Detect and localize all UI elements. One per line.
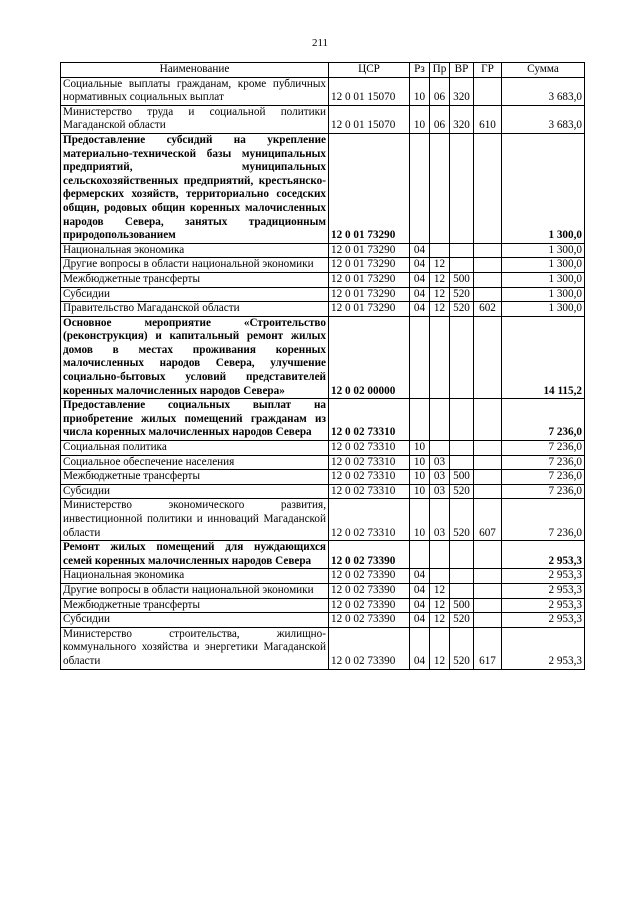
cell-sum: 7 236,0 bbox=[502, 455, 585, 470]
cell-sum: 7 236,0 bbox=[502, 470, 585, 485]
cell-sum: 2 953,3 bbox=[502, 613, 585, 628]
cell-sum: 1 300,0 bbox=[502, 302, 585, 317]
cell-gr bbox=[474, 484, 502, 499]
table-row bbox=[61, 583, 585, 598]
cell-rz: 10 bbox=[410, 77, 430, 105]
cell-sum: 2 953,3 bbox=[502, 583, 585, 598]
cell-name: Ремонт жилых помещений для нуждающихся семей коренных малочисленных народов Севера bbox=[61, 541, 329, 569]
cell-gr bbox=[474, 243, 502, 258]
cell-vr: 500 bbox=[450, 272, 474, 287]
header-csr: ЦСР bbox=[329, 63, 410, 78]
cell-vr: 520 bbox=[450, 499, 474, 541]
cell-sum: 7 236,0 bbox=[502, 441, 585, 456]
cell-sum: 14 115,2 bbox=[502, 316, 585, 399]
table-row bbox=[61, 399, 585, 441]
table-row bbox=[61, 613, 585, 628]
cell-csr: 12 0 02 73310 bbox=[329, 499, 410, 541]
cell-gr bbox=[474, 77, 502, 105]
cell-name: Министерство экономического развития, инвестиционной политики и инноваций Магаданской области bbox=[61, 499, 329, 541]
cell-gr bbox=[474, 613, 502, 628]
cell-sum: 3 683,0 bbox=[502, 105, 585, 133]
cell-rz: 04 bbox=[410, 302, 430, 317]
cell-csr: 12 0 02 73390 bbox=[329, 627, 410, 669]
cell-sum: 7 236,0 bbox=[502, 399, 585, 441]
table-row bbox=[61, 470, 585, 485]
cell-vr bbox=[450, 583, 474, 598]
cell-name: Министерство труда и социальной политики Магаданской области bbox=[61, 105, 329, 133]
cell-csr: 12 0 02 73390 bbox=[329, 598, 410, 613]
cell-gr bbox=[474, 583, 502, 598]
cell-gr bbox=[474, 399, 502, 441]
cell-rz: 04 bbox=[410, 583, 430, 598]
cell-gr bbox=[474, 598, 502, 613]
cell-gr: 607 bbox=[474, 499, 502, 541]
cell-pr bbox=[430, 399, 450, 441]
table-body bbox=[61, 77, 585, 669]
cell-rz bbox=[410, 133, 430, 243]
cell-vr: 520 bbox=[450, 627, 474, 669]
cell-gr bbox=[474, 441, 502, 456]
cell-rz: 04 bbox=[410, 287, 430, 302]
cell-name: Социальная политика bbox=[61, 441, 329, 456]
cell-vr: 320 bbox=[450, 105, 474, 133]
cell-pr: 12 bbox=[430, 613, 450, 628]
cell-rz: 04 bbox=[410, 627, 430, 669]
table-row bbox=[61, 627, 585, 669]
cell-rz bbox=[410, 541, 430, 569]
cell-pr bbox=[430, 541, 450, 569]
cell-csr: 12 0 02 73390 bbox=[329, 613, 410, 628]
table-row bbox=[61, 569, 585, 584]
table-row bbox=[61, 258, 585, 273]
cell-vr bbox=[450, 441, 474, 456]
cell-vr bbox=[450, 399, 474, 441]
cell-vr: 520 bbox=[450, 484, 474, 499]
cell-pr: 03 bbox=[430, 470, 450, 485]
cell-vr bbox=[450, 258, 474, 273]
cell-csr: 12 0 01 15070 bbox=[329, 105, 410, 133]
cell-pr bbox=[430, 316, 450, 399]
cell-rz: 04 bbox=[410, 613, 430, 628]
table-row bbox=[61, 455, 585, 470]
cell-name: Основное мероприятие «Строительство (реконструкция) и капитальный ремонт жилых домов в местах проживания коренных малочисленных народов Севера, улучшение социально-бытовых условий представителей коренных малочисленных народов Севера» bbox=[61, 316, 329, 399]
cell-csr: 12 0 01 73290 bbox=[329, 258, 410, 273]
header-name: Наименование bbox=[61, 63, 329, 78]
cell-csr: 12 0 02 73310 bbox=[329, 470, 410, 485]
cell-vr bbox=[450, 133, 474, 243]
cell-sum: 2 953,3 bbox=[502, 598, 585, 613]
cell-pr bbox=[430, 441, 450, 456]
cell-vr: 520 bbox=[450, 613, 474, 628]
header-vr: ВР bbox=[450, 63, 474, 78]
cell-sum: 1 300,0 bbox=[502, 243, 585, 258]
cell-name: Субсидии bbox=[61, 287, 329, 302]
cell-csr: 12 0 01 73290 bbox=[329, 133, 410, 243]
cell-pr: 12 bbox=[430, 627, 450, 669]
header-gr: ГР bbox=[474, 63, 502, 78]
table-row bbox=[61, 105, 585, 133]
cell-gr bbox=[474, 316, 502, 399]
cell-rz: 10 bbox=[410, 470, 430, 485]
cell-vr: 320 bbox=[450, 77, 474, 105]
cell-vr bbox=[450, 455, 474, 470]
cell-rz: 10 bbox=[410, 499, 430, 541]
cell-csr: 12 0 01 73290 bbox=[329, 302, 410, 317]
header-pr: Пр bbox=[430, 63, 450, 78]
table-row bbox=[61, 316, 585, 399]
cell-gr bbox=[474, 287, 502, 302]
cell-rz: 04 bbox=[410, 258, 430, 273]
table-row bbox=[61, 272, 585, 287]
cell-gr bbox=[474, 258, 502, 273]
cell-vr: 520 bbox=[450, 287, 474, 302]
cell-gr bbox=[474, 541, 502, 569]
cell-rz bbox=[410, 316, 430, 399]
cell-name: Социальные выплаты гражданам, кроме публичных нормативных социальных выплат bbox=[61, 77, 329, 105]
cell-gr: 617 bbox=[474, 627, 502, 669]
cell-sum: 1 300,0 bbox=[502, 287, 585, 302]
cell-name: Межбюджетные трансферты bbox=[61, 272, 329, 287]
cell-csr: 12 0 02 73310 bbox=[329, 399, 410, 441]
cell-sum: 1 300,0 bbox=[502, 133, 585, 243]
cell-pr: 03 bbox=[430, 499, 450, 541]
cell-vr: 500 bbox=[450, 470, 474, 485]
cell-pr bbox=[430, 133, 450, 243]
cell-rz: 04 bbox=[410, 598, 430, 613]
cell-csr: 12 0 01 73290 bbox=[329, 243, 410, 258]
cell-sum: 7 236,0 bbox=[502, 484, 585, 499]
cell-pr: 12 bbox=[430, 272, 450, 287]
cell-rz: 10 bbox=[410, 455, 430, 470]
table-row bbox=[61, 287, 585, 302]
cell-name: Национальная экономика bbox=[61, 569, 329, 584]
table-row bbox=[61, 484, 585, 499]
cell-rz: 04 bbox=[410, 569, 430, 584]
cell-csr: 12 0 02 73310 bbox=[329, 455, 410, 470]
cell-rz: 10 bbox=[410, 441, 430, 456]
cell-rz: 04 bbox=[410, 243, 430, 258]
cell-rz bbox=[410, 399, 430, 441]
cell-csr: 12 0 02 73390 bbox=[329, 569, 410, 584]
cell-pr: 12 bbox=[430, 598, 450, 613]
header-rz: Рз bbox=[410, 63, 430, 78]
cell-sum: 2 953,3 bbox=[502, 541, 585, 569]
cell-sum: 7 236,0 bbox=[502, 499, 585, 541]
cell-csr: 12 0 01 73290 bbox=[329, 272, 410, 287]
cell-pr: 03 bbox=[430, 484, 450, 499]
cell-sum: 3 683,0 bbox=[502, 77, 585, 105]
cell-name: Правительство Магаданской области bbox=[61, 302, 329, 317]
cell-pr bbox=[430, 569, 450, 584]
cell-name: Министерство строительства, жилищно-коммунального хозяйства и энергетики Магаданской области bbox=[61, 627, 329, 669]
cell-csr: 12 0 01 15070 bbox=[329, 77, 410, 105]
table-row bbox=[61, 441, 585, 456]
cell-rz: 10 bbox=[410, 105, 430, 133]
cell-name: Предоставление социальных выплат на приобретение жилых помещений гражданам из числа коренных малочисленных народов Севера bbox=[61, 399, 329, 441]
cell-pr: 12 bbox=[430, 287, 450, 302]
table-row bbox=[61, 243, 585, 258]
cell-gr bbox=[474, 470, 502, 485]
cell-name: Другие вопросы в области национальной экономики bbox=[61, 583, 329, 598]
cell-csr: 12 0 02 73390 bbox=[329, 583, 410, 598]
budget-table bbox=[60, 62, 585, 670]
table-row bbox=[61, 77, 585, 105]
table-header-row bbox=[61, 63, 585, 78]
cell-name: Национальная экономика bbox=[61, 243, 329, 258]
header-sum: Сумма bbox=[502, 63, 585, 78]
cell-gr bbox=[474, 455, 502, 470]
cell-name: Социальное обеспечение населения bbox=[61, 455, 329, 470]
cell-name: Межбюджетные трансферты bbox=[61, 470, 329, 485]
cell-sum: 1 300,0 bbox=[502, 272, 585, 287]
cell-sum: 2 953,3 bbox=[502, 569, 585, 584]
cell-pr: 06 bbox=[430, 77, 450, 105]
table-row bbox=[61, 598, 585, 613]
cell-name: Предоставление субсидий на укрепление материально-технической базы муниципальных предприятий, муниципальных сельскохозяйственных предприятий, крестьянско-фермерских хозяйств, территориально соседских общин, родовых общин коренных малочисленных народов Севера, занятых традиционным природопользованием bbox=[61, 133, 329, 243]
cell-vr bbox=[450, 316, 474, 399]
cell-vr bbox=[450, 243, 474, 258]
table-row bbox=[61, 541, 585, 569]
cell-pr: 12 bbox=[430, 258, 450, 273]
cell-sum: 1 300,0 bbox=[502, 258, 585, 273]
cell-name: Другие вопросы в области национальной экономики bbox=[61, 258, 329, 273]
cell-pr: 12 bbox=[430, 302, 450, 317]
cell-csr: 12 0 02 73390 bbox=[329, 541, 410, 569]
cell-vr bbox=[450, 569, 474, 584]
cell-pr bbox=[430, 243, 450, 258]
cell-gr: 602 bbox=[474, 302, 502, 317]
cell-sum: 2 953,3 bbox=[502, 627, 585, 669]
cell-csr: 12 0 02 73310 bbox=[329, 441, 410, 456]
cell-rz: 10 bbox=[410, 484, 430, 499]
cell-name: Субсидии bbox=[61, 484, 329, 499]
cell-gr bbox=[474, 569, 502, 584]
cell-csr: 12 0 02 00000 bbox=[329, 316, 410, 399]
cell-rz: 04 bbox=[410, 272, 430, 287]
table-row bbox=[61, 499, 585, 541]
cell-pr: 06 bbox=[430, 105, 450, 133]
cell-pr: 03 bbox=[430, 455, 450, 470]
cell-vr: 500 bbox=[450, 598, 474, 613]
cell-name: Межбюджетные трансферты bbox=[61, 598, 329, 613]
cell-gr: 610 bbox=[474, 105, 502, 133]
cell-name: Субсидии bbox=[61, 613, 329, 628]
table-row bbox=[61, 302, 585, 317]
page-number: 211 bbox=[311, 37, 329, 49]
cell-pr: 12 bbox=[430, 583, 450, 598]
cell-csr: 12 0 02 73310 bbox=[329, 484, 410, 499]
table-row bbox=[61, 133, 585, 243]
cell-csr: 12 0 01 73290 bbox=[329, 287, 410, 302]
cell-vr: 520 bbox=[450, 302, 474, 317]
cell-vr bbox=[450, 541, 474, 569]
cell-gr bbox=[474, 133, 502, 243]
cell-gr bbox=[474, 272, 502, 287]
